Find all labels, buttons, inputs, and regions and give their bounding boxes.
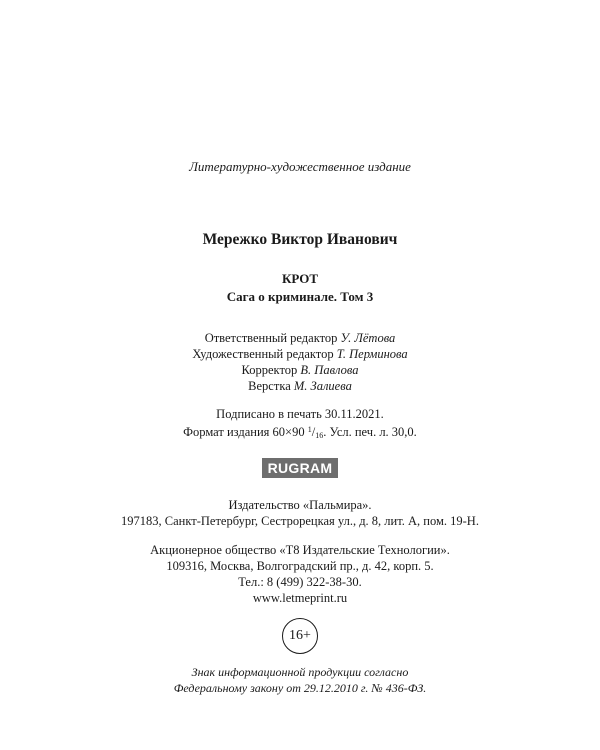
format-suffix: . Усл. печ. л. 30,0. [323,425,417,439]
rugram-logo: RUGRAM [262,458,339,478]
printer-website: www.letmeprint.ru [252,591,348,605]
credit-role: Корректор [241,363,298,377]
credit-name: Т. Перминова [336,347,408,361]
format-fraction: $^1/_{16}$ [307,425,324,440]
print-signed-date: Подписано в печать 30.11.2021. [216,407,384,421]
printer-name: Акционерное общество «Т8 Издательские Технологии». [150,543,450,557]
print-format [0,422,600,444]
format-prefix: Формат издания 60×90 [183,425,305,439]
law-notice-line-2: Федеральному закону от 29.12.2010 г. № 436-ФЗ. [173,681,427,695]
credit-role: Ответственный редактор [204,331,338,345]
book-subtitle: Сага о криминале. Том 3 [226,289,374,304]
publisher-address: 197183, Санкт-Петербург, Сестрорецкая ул., д. 8, лит. А, пом. 19-Н. [121,514,479,528]
credit-line-layout [0,378,600,394]
publisher-name: Издательство «Пальмира». [228,498,372,512]
credit-name: М. Залиева [293,379,352,393]
printer-address: 109316, Москва, Волгоградский пр., д. 42, корп. 5. [166,559,434,573]
credit-line-editor [0,330,600,346]
book-title: КРОТ [281,271,319,286]
credit-line-proofreader [0,362,600,378]
edition-type: Литературно-художественное издание [189,159,411,174]
age-rating-wrap [0,618,600,654]
age-rating-badge: 16+ [282,618,318,654]
law-notice-line-1: Знак информационной продукции согласно [191,665,409,679]
credit-role: Художественный редактор [192,347,334,361]
credit-name: В. Павлова [300,363,359,377]
printer-phone: Тел.: 8 (499) 322-38-30. [238,575,362,589]
credit-line-art-editor [0,346,600,362]
publisher-logo-wrap [0,458,600,478]
credit-role: Верстка [248,379,291,393]
credit-name: У. Лётова [340,331,396,345]
author-name: Мережко Виктор Иванович [202,231,398,248]
